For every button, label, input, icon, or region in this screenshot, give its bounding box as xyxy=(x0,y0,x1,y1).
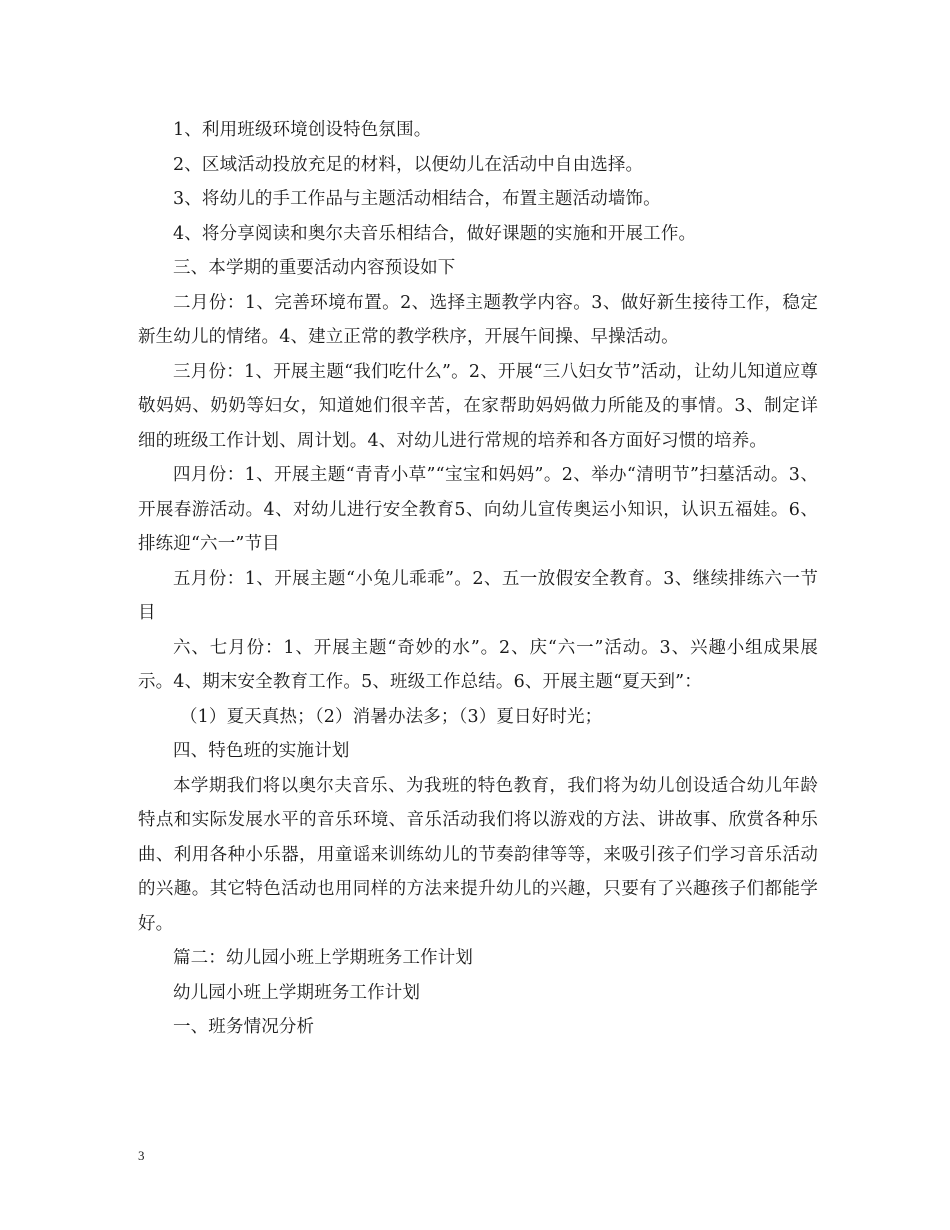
paragraph-march: 三月份：1、开展主题“我们吃什么”。2、开展“三八妇女节”活动，让幼儿知道应尊敬妈妈、奶奶等妇女，知道她们很辛苦，在家帮助妈妈做力所能及的事情。3、制定详细的班级工作计划、周计划。4、对幼儿进行常规的培养和各方面好习惯的培养。 xyxy=(138,361,818,451)
section-heading-special-class: 四、特色班的实施计划 xyxy=(173,741,350,761)
document-title: 幼儿园小班上学期班务工作计划 xyxy=(173,982,421,1003)
paragraph-env-3: 3、将幼儿的手工作品与主题活动相结合，布置主题活动墙饰。 xyxy=(173,189,661,209)
paragraph-special-class-plan: 本学期我们将以奥尔夫音乐、为我班的特色教育，我们将为幼儿创设适合幼儿年龄特点和实际发展水平的音乐环境、音乐活动我们将以游戏的方法、讲故事、欣赏各种乐曲、利用各种小乐器，用童谣来训练幼儿的节奏韵律等等，来吸引孩子们学习音乐活动的兴趣。其它特色活动也用同样的方法来提升幼儿的兴趣，只要有了兴趣孩子们都能学好。 xyxy=(138,775,818,934)
paragraph-june-july: 六、七月份：1、开展主题“奇妙的水”。2、庆“六一”活动。3、兴趣小组成果展示。4、期末安全教育工作。5、班级工作总结。6、开展主题“夏天到”： xyxy=(138,637,818,692)
paragraph-february: 二月份：1、完善环境布置。2、选择主题教学内容。3、做好新生接待工作，稳定新生幼儿的情绪。4、建立正常的教学秩序，开展午间操、早操活动。 xyxy=(138,292,818,347)
document-body xyxy=(138,113,818,1045)
paragraph-april: 四月份：1、开展主题“青青小草”“宝宝和妈妈”。2、举办“清明节”扫墓活动。3、开展春游活动。4、对幼儿进行安全教育5、向幼儿宣传奥运小知识，认识五福娃。6、排练迎“六一”节目 xyxy=(138,465,818,554)
chapter-title-part-two: 篇二：幼儿园小班上学期班务工作计划 xyxy=(173,948,474,968)
paragraph-env-2: 2、区域活动投放充足的材料，以便幼儿在活动中自由选择。 xyxy=(173,154,644,175)
section-heading-analysis: 一、班务情况分析 xyxy=(173,1017,315,1037)
paragraph-may: 五月份：1、开展主题“小兔儿乖乖”。2、五一放假安全教育。3、继续排练六一节目 xyxy=(138,568,818,623)
page-number: 3 xyxy=(138,1148,145,1163)
paragraph-env-4: 4、将分享阅读和奥尔夫音乐相结合，做好课题的实施和开展工作。 xyxy=(173,223,697,244)
paragraph-env-1: 1、利用班级环境创设特色氛围。 xyxy=(173,120,432,140)
paragraph-summer-topics: （1）夏天真热；（2）消暑办法多；（3）夏日好时光； xyxy=(180,706,603,727)
section-heading-activities: 三、本学期的重要活动内容预设如下 xyxy=(173,258,456,278)
